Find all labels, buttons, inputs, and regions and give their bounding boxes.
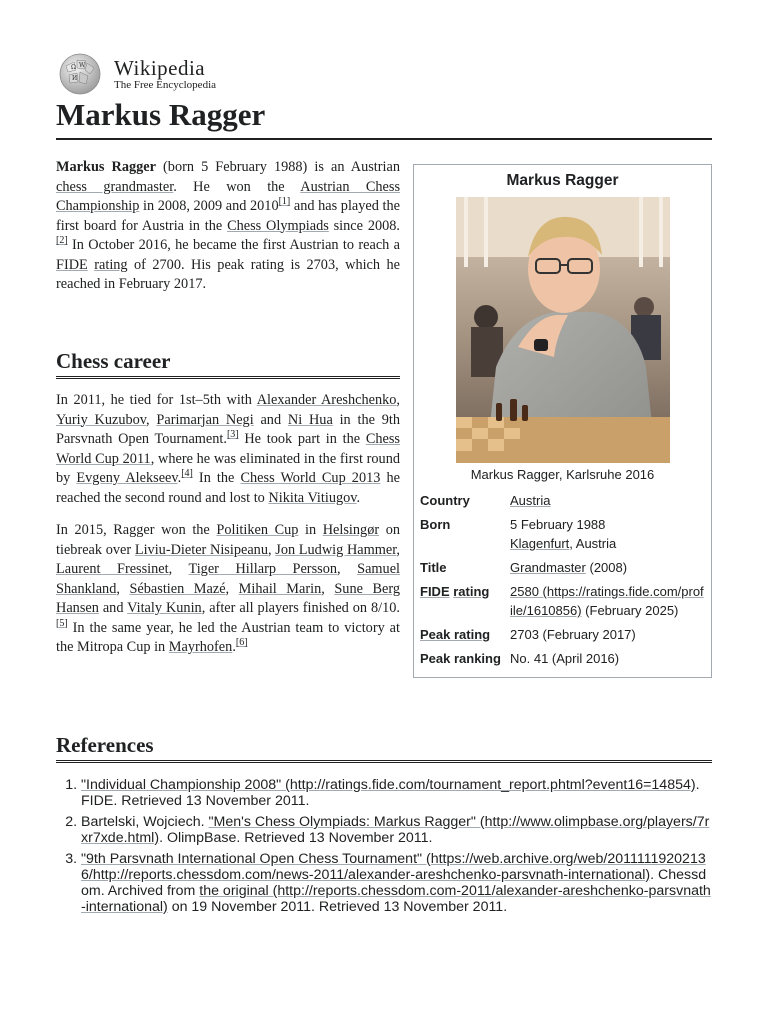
reference-link[interactable]: "Individual Championship 2008" (http://ratings.fide.com/tournament_report.phtml?event16=14854) [81, 777, 696, 793]
reference-text: Bartelski, Wojciech. [81, 814, 209, 830]
link-austria[interactable]: Austria [510, 493, 551, 508]
link-kuzubov[interactable]: Yuriy Kuzubov [56, 411, 147, 428]
label-born: Born [420, 517, 451, 532]
text: and [253, 411, 288, 428]
link-world-cup-2011[interactable]: Chess World Cup 2011 [56, 431, 400, 467]
value-country [510, 489, 705, 513]
reference-text: . Chessdom. Archived from [81, 867, 707, 899]
link-mayrhofen[interactable]: Mayrhofen [168, 639, 233, 655]
link-rating[interactable]: rating [94, 256, 128, 273]
reference-item [81, 777, 712, 809]
link-world-cup-2013[interactable]: Chess World Cup 2013 [240, 470, 381, 486]
text: , [267, 541, 276, 558]
link-ni-hua[interactable]: Ni Hua [287, 411, 333, 428]
references-list [56, 777, 712, 915]
text: on tiebreak over [56, 522, 400, 558]
reference-archive-link[interactable]: the original (http://reports.chessdom.com-2011/alexander-areshchenko-parsvnath-international) [81, 883, 711, 915]
link-hammer[interactable]: Jon Ludwig Hammer [275, 541, 397, 558]
text: , [321, 580, 335, 597]
text: (born 5 February 1988) is an Austrian [155, 159, 400, 175]
born-place-rest: , Austria [569, 536, 617, 551]
link-vitiugov[interactable]: Nikita Vitiugov [268, 489, 357, 506]
link-fressinet[interactable]: Laurent Fressinet [56, 561, 169, 577]
reference-item [81, 851, 712, 915]
wordmark-title: Wikipedia [114, 56, 206, 80]
fide-value: 2580 [510, 584, 539, 599]
row-peak-rating [420, 623, 705, 647]
value-peak-ranking: No. 41 (April 2016) [510, 651, 620, 666]
row-peak-ranking [420, 647, 705, 671]
references-section [56, 732, 712, 920]
reference-link[interactable]: "Men's Chess Olympiads: Markus Ragger" (http://www.olimpbase.org/players/7rxr7xde.html) [81, 814, 710, 846]
link-helsingor[interactable]: Helsingør [322, 522, 380, 538]
lead-paragraph [56, 158, 400, 295]
text: of 2700. His peak rating is 2703, which he reached in February 2017. [56, 256, 400, 292]
label-fide-rating [420, 580, 510, 623]
text: He took part in the [238, 431, 366, 447]
ref-link-3[interactable]: [3] [226, 429, 239, 441]
value-fide-rating [510, 580, 705, 623]
link-maze[interactable]: Sébastien Mazé [129, 580, 226, 597]
svg-text:И: И [72, 75, 78, 82]
text: he reached the second round and lost to [56, 470, 400, 506]
text: , where he was eliminated in the first round by [56, 450, 400, 486]
infobox [413, 164, 712, 678]
row-fide-rating [420, 580, 705, 623]
row-title [420, 556, 705, 580]
text: . [356, 489, 361, 506]
link-negi[interactable]: Parimarjan Negi [156, 411, 254, 428]
title-year: (2008) [585, 560, 628, 575]
text: In the same year, he led the Austrian team to victory at the Mitropa Cup in [56, 619, 400, 655]
value-born [510, 513, 705, 556]
wordmark[interactable] [114, 57, 216, 91]
text: since 2008. [328, 217, 400, 234]
text: in the 9th Parsvnath Open Tournament. [56, 411, 400, 447]
text: . [232, 639, 236, 655]
born-date: 5 February 1988 [510, 517, 606, 532]
link-peak-rating[interactable]: Peak rating [420, 627, 491, 642]
ref-link-2[interactable]: [2] [56, 235, 68, 247]
career-paragraph-2 [56, 521, 400, 658]
text: , [396, 392, 400, 408]
value-title [510, 556, 705, 580]
section-heading-chess-career: Chess career [56, 348, 400, 379]
text: . He won the [173, 178, 301, 195]
chess-career-section [56, 348, 400, 671]
link-grandmaster[interactable]: Grandmaster [510, 560, 586, 575]
photo-caption: Markus Ragger, Karlsruhe 2016 [470, 467, 655, 482]
link-rating-label[interactable]: rating [453, 584, 490, 599]
link-chess-grandmaster[interactable]: chess grandmaster [56, 178, 174, 195]
label-peak-rating [420, 623, 510, 647]
reference-text: on 19 November 2011. Retrieved 13 November 2011. [167, 899, 508, 915]
wordmark-subtitle: The Free Encyclopedia [114, 79, 217, 91]
fide-url: (https://ratings.fide.com/profile/1610856) [510, 584, 704, 618]
text: In the [192, 470, 241, 486]
text: , after all players finished on 8/10. [201, 600, 400, 616]
row-born [420, 513, 705, 556]
wikipedia-globe-icon[interactable] [56, 52, 104, 96]
text: in [298, 522, 323, 538]
label-country: Country [420, 493, 470, 508]
infobox-title: Markus Ragger [506, 172, 619, 189]
svg-text:W: W [79, 62, 86, 69]
reference-text: . OlimpBase. Retrieved 13 November 2011. [159, 830, 433, 846]
fide-date: (February 2025) [581, 603, 679, 618]
link-chess-olympiads[interactable]: Chess Olympiads [227, 217, 329, 234]
text: , [168, 561, 189, 577]
link-marin[interactable]: Mihail Marin [238, 580, 322, 597]
reference-item [81, 814, 712, 846]
text: , [116, 580, 130, 597]
value-peak-rating: 2703 (February 2017) [510, 627, 636, 642]
text: In 2015, Ragger won the [56, 522, 217, 538]
ref-link-5[interactable]: [5] [56, 617, 68, 629]
section-heading-references: References [56, 732, 712, 763]
link-fide[interactable]: FIDE [56, 256, 88, 273]
subject-name: Markus Ragger [56, 159, 156, 175]
site-header [56, 52, 216, 96]
text: and has played the first board for Austria in the [56, 198, 400, 234]
text: in 2008, 2009 and 2010 [139, 198, 279, 214]
ref-link-6[interactable]: [6] [235, 637, 248, 649]
ref-link-1[interactable]: [1] [278, 196, 291, 208]
svg-text:Ω: Ω [71, 64, 76, 71]
link-austrian-championship[interactable]: Austrian Chess Championship [56, 178, 401, 214]
link-fide-label[interactable]: FIDE [420, 584, 450, 599]
label-peak-ranking: Peak ranking [420, 651, 501, 666]
infobox-table [420, 489, 705, 671]
row-country [420, 489, 705, 513]
link-kunin[interactable]: Vitaly Kunin [127, 600, 202, 616]
link-alekseev[interactable]: Evgeny Alekseev [76, 470, 178, 486]
text: In October 2016, he became the first Austrian to reach a [67, 237, 400, 253]
link-hillarp-persson[interactable]: Tiger Hillarp Persson [188, 561, 337, 577]
portrait-photo[interactable] [456, 197, 670, 463]
text: , [225, 580, 239, 597]
text: and [98, 600, 128, 616]
text: , [337, 561, 358, 577]
reference-link[interactable]: "9th Parsvnath International Open Chess Tournament" (https://web.archive.org/web/20111119202136/http://reports.chessdom.com/news-2011/alexander-areshchenko-parsvnath-international) [81, 851, 706, 883]
text: . [177, 470, 182, 486]
reference-text: . FIDE. Retrieved 13 November 2011. [81, 777, 700, 809]
link-politiken-cup[interactable]: Politiken Cup [216, 522, 299, 538]
link-klagenfurt[interactable]: Klagenfurt [510, 536, 570, 551]
career-paragraph-1 [56, 391, 400, 508]
text: , [146, 411, 157, 428]
link-shankland[interactable]: Samuel Shankland [56, 561, 401, 597]
label-title: Title [420, 560, 447, 575]
text: , [396, 541, 400, 558]
text: In 2011, he tied for 1st–5th with [56, 392, 257, 408]
link-nisipeanu[interactable]: Liviu-Dieter Nisipeanu [134, 541, 268, 558]
ref-link-4[interactable]: [4] [181, 468, 193, 480]
link-areshchenko[interactable]: Alexander Areshchenko [256, 392, 397, 408]
link-berg-hansen[interactable]: Sune Berg Hansen [56, 580, 401, 616]
page-title: Markus Ragger [56, 96, 712, 140]
